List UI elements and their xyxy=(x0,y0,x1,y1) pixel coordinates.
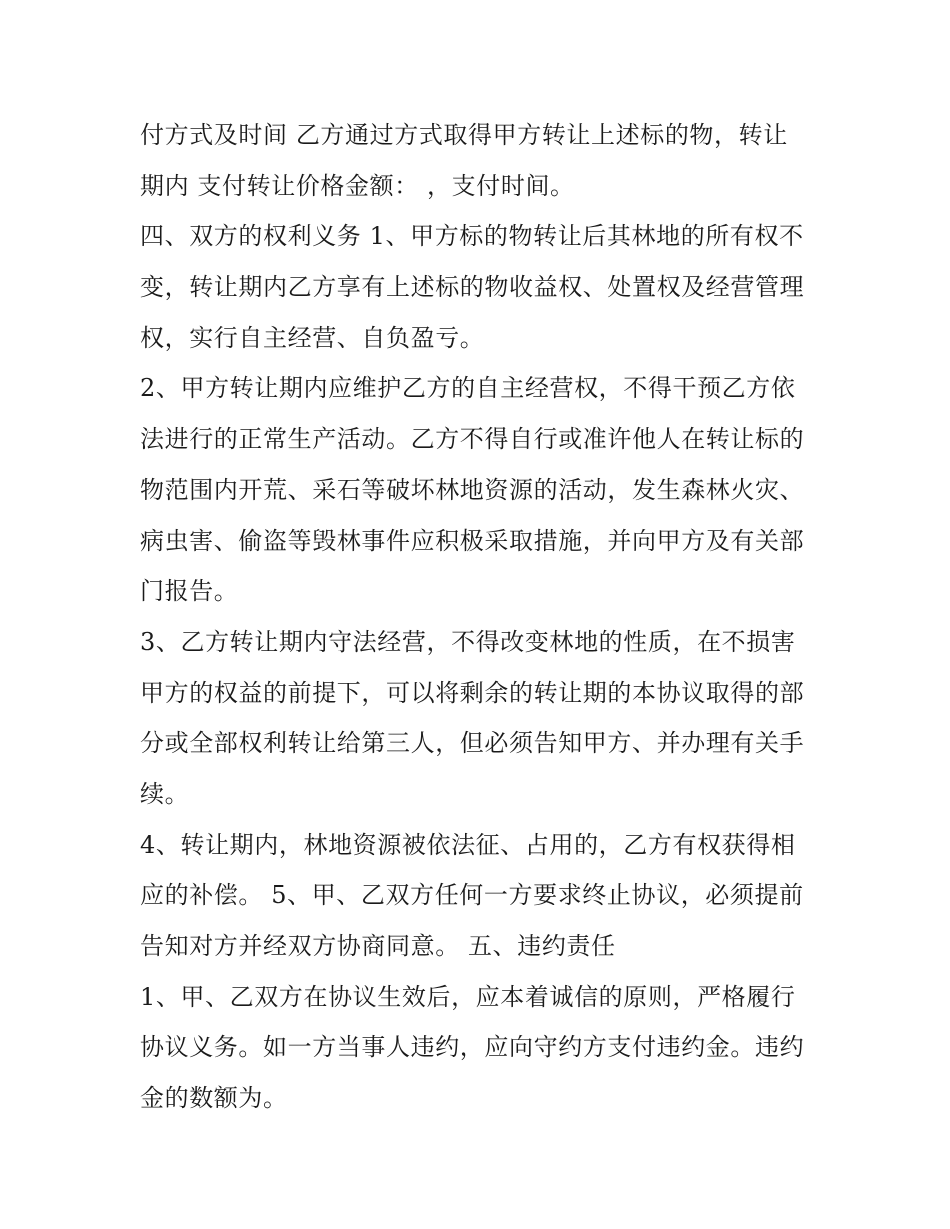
document-body xyxy=(140,110,820,1124)
text-line: 病虫害、偷盗等毁林事件应积极采取措施，并向甲方及有关部 xyxy=(140,526,805,555)
text-line: 甲方的权益的前提下，可以将剩余的转让期的本协议取得的部 xyxy=(140,678,805,707)
text-line: 付方式及时间 乙方通过方式取得甲方转让上述标的物，转让 xyxy=(140,121,788,149)
text-line: 应的补偿。 5、甲、乙双方任何一方要求终止协议，必须提前 xyxy=(140,881,804,910)
text-line: 3、乙方转让期内守法经营，不得改变林地的性质，在不损害 xyxy=(140,627,796,656)
text-line: 1、甲、乙双方在协议生效后，应本着诚信的原则，严格履行 xyxy=(140,982,796,1011)
text-line: 金的数额为。 xyxy=(140,1084,288,1113)
text-line: 门报告。 xyxy=(140,577,239,606)
text-line: 变，转让期内乙方享有上述标的物收益权、处置权及经营管理 xyxy=(140,273,805,302)
text-line: 协议义务。如一方当事人违约，应向守约方支付违约金。违约 xyxy=(140,1033,805,1062)
text-line: 2、甲方转让期内应维护乙方的自主经营权，不得干预乙方依 xyxy=(140,374,796,403)
text-line: 分或全部权利转让给第三人，但必须告知甲方、并办理有关手 xyxy=(140,729,805,758)
text-line: 四、双方的权利义务 1、甲方标的物转让后其林地的所有权不 xyxy=(140,222,804,251)
text-line: 续。 xyxy=(140,779,190,808)
text-line: 期内 支付转让价格金额： ，支付时间。 xyxy=(140,171,575,200)
text-line: 4、转让期内，林地资源被依法征、占用的，乙方有权获得相 xyxy=(140,830,796,859)
text-line: 告知对方并经双方协商同意。 五、违约责任 xyxy=(140,932,616,960)
text-line: 法进行的正常生产活动。乙方不得自行或准许他人在转让标的 xyxy=(140,425,805,454)
text-line: 物范围内开荒、采石等破坏林地资源的活动，发生森林火灾、 xyxy=(140,475,805,504)
text-line: 权，实行自主经营、自负盈亏。 xyxy=(140,323,485,352)
